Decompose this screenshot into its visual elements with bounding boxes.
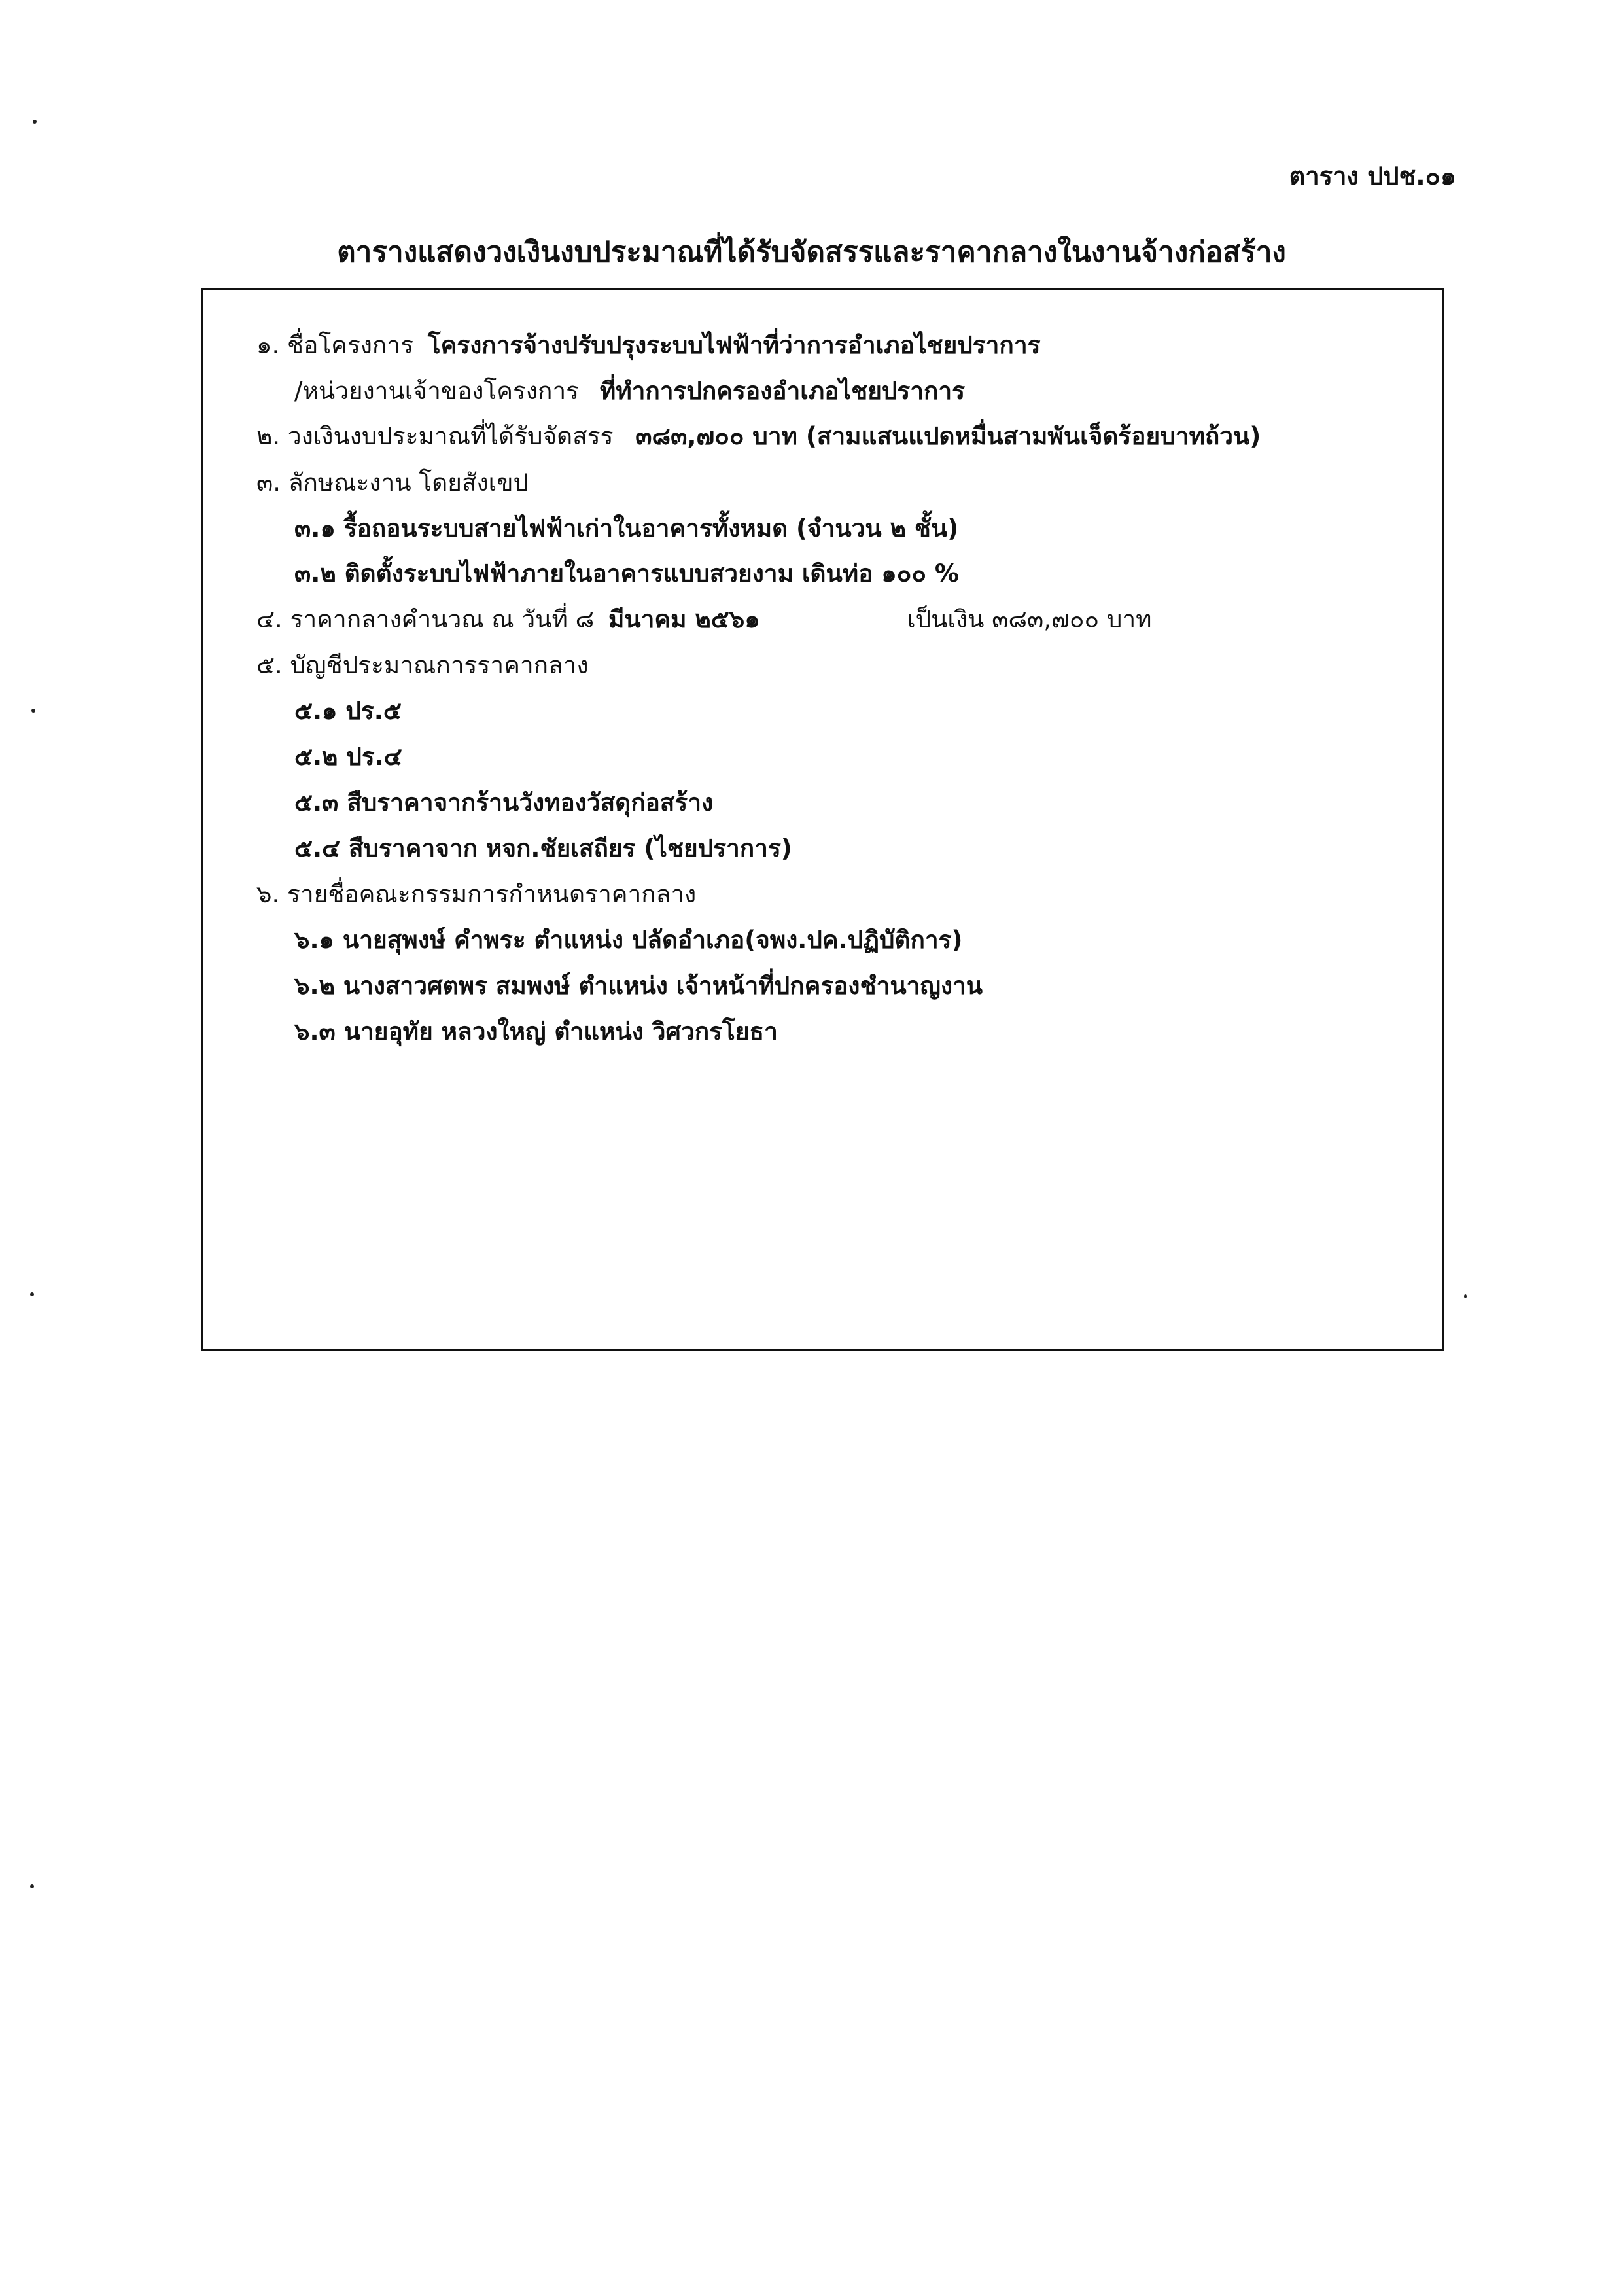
committee-member-6-1: ๖.๑ นายสุพงษ์ คำพระ ตำแหน่ง ปลัดอำเภอ(จพง.ปค.ปฏิบัติการ) [294,926,963,954]
committee-member-6-3: ๖.๓ นายอุทัย หลวงใหญ่ ตำแหน่ง วิศวกรโยธา [294,1017,778,1046]
project-name-value: โครงการจ้างปรับปรุงระบบไฟฟ้าที่ว่าการอำเภอไชยปราการ [427,331,1041,359]
document-title: ตารางแสดงวงเงินงบประมาณที่ได้รับจัดสรรและราคากลางในงานจ้างก่อสร้าง [337,236,1286,269]
committee-heading: ๖. รายชื่อคณะกรรมการกำหนดราคากลาง [256,880,697,908]
median-price-label: ๔. ราคากลางคำนวณ ณ วันที่ ๘ [256,605,595,633]
work-description-heading: ๓. ลักษณะงาน โดยสังเขป [256,468,529,497]
project-owner-row [294,377,965,406]
median-price-amount: เป็นเงิน ๓๘๓,๗๐๐ บาท [907,605,1152,633]
work-item-3-1: ๓.๑ รื้อถอนระบบสายไฟฟ้าเก่าในอาคารทั้งหมด (จำนวน ๒ ชั้น) [294,514,959,542]
estimate-list-heading: ๕. บัญชีประมาณการราคากลาง [256,651,589,679]
estimate-item-5-1: ๕.๑ ปร.๕ [294,697,402,725]
scan-dot [1464,1294,1467,1298]
budget-row [256,422,1261,451]
work-item-3-2: ๓.๒ ติดตั้งระบบไฟฟ้าภายในอาคารแบบสวยงาม เดินท่อ ๑๐๐ % [294,559,959,588]
project-owner-value: ที่ทำการปกครองอำเภอไชยปราการ [599,377,966,405]
median-price-date: มีนาคม ๒๕๖๑ [608,605,760,633]
project-name-label: ๑. ชื่อโครงการ [256,331,413,359]
median-price-row [256,605,760,634]
budget-value: ๓๘๓,๗๐๐ บาท (สามแสนแปดหมื่นสามพันเจ็ดร้อยบาทถ้วน) [635,422,1261,450]
estimate-item-5-2: ๕.๒ ปร.๔ [294,743,402,771]
budget-label: ๒. วงเงินงบประมาณที่ได้รับจัดสรร [256,422,614,450]
committee-member-6-2: ๖.๒ นางสาวศตพร สมพงษ์ ตำแหน่ง เจ้าหน้าที่ปกครองชำนาญงาน [294,972,983,1000]
project-name-row [256,331,1040,360]
project-owner-label: /หน่วยงานเจ้าของโครงการ [294,377,580,405]
scan-dot [33,120,37,124]
scan-dot [31,709,35,713]
estimate-item-5-3: ๕.๓ สืบราคาจากร้านวังทองวัสดุก่อสร้าง [294,788,714,817]
scan-dot [30,1292,34,1296]
estimate-item-5-4: ๕.๔ สืบราคาจาก หจก.ชัยเสถียร (ไชยปราการ) [294,834,792,862]
scan-dot [30,1884,34,1888]
form-code: ตาราง ปปช.๐๑ [1289,162,1456,190]
